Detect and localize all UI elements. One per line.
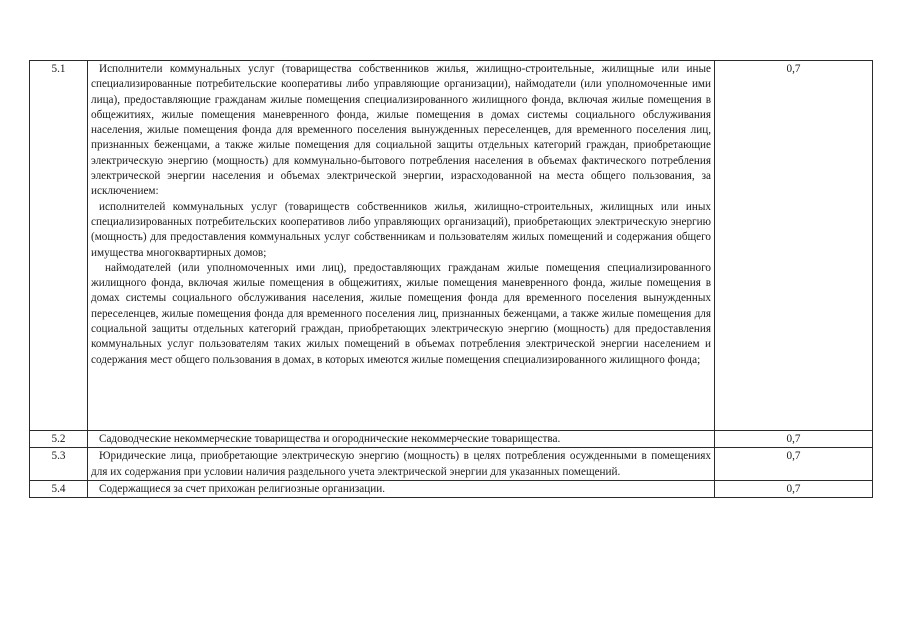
description-paragraph: Исполнители коммунальных услуг (товарищества собственников жилья, жилищно-строительные, жилищные или иные специализированные потребительские кооперативы либо управляющие организации), наймодатели (или уполномоченные ими лица), предоставляющие гражданам жилые помещения специализированного жилищного фонда, включая жилые помещения в общежитиях, жилые помещения маневренного фонда, жилые помещения в домах системы социального обслуживания населения, жилые помещения фонда для временного поселения вынужденных переселенцев, для временного поселения лиц, признанных беженцами, а также жилые помещения для социальной защиты отдельных категорий граждан, приобретающие электрическую энергию (мощность) для коммунально-бытового потребления населения в объемах фактического потребления электрической энергии населения и объемах электрической энергии, израсходованной на места общего пользования, за исключением: xyxy=(91,63,711,198)
row-description xyxy=(88,480,715,497)
row-description xyxy=(88,61,715,431)
description-paragraph: Содержащиеся за счет прихожан религиозные организации. xyxy=(99,482,386,495)
table-row xyxy=(30,431,873,448)
row-number: 5.4 xyxy=(30,480,88,497)
coefficient-table xyxy=(29,60,873,498)
table-row xyxy=(30,480,873,497)
description-paragraph: Садоводческие некоммерческие товарищества и огороднические некоммерческие товарищества. xyxy=(99,433,561,445)
table-row xyxy=(30,61,873,431)
description-paragraph: наймодателей (или уполномоченных ими лиц), предоставляющих гражданам жилые помещения специализированного жилищного фонда, включая жилые помещения в общежитиях, жилые помещения маневренного фонда, жилые помещения в домах системы социального обслуживания населения, жилые помещения фонда для временного поселения вынужденных переселенцев, жилые помещения фонда для временного поселения лиц, признанных беженцами, а также жилые помещения для социальной защиты отдельных категорий граждан, приобретающих электрическую энергию (мощность) для предоставления коммунальных услуг пользователям таких жилых помещений в объемах потребления электрической энергии населением и содержания мест общего пользования в домах, в которых имеются жилые помещения специализированного жилищного фонда; xyxy=(91,261,711,366)
row-coefficient: 0,7 xyxy=(715,448,873,481)
row-number: 5.3 xyxy=(30,448,88,481)
description-clip xyxy=(91,62,711,430)
row-description xyxy=(88,448,715,481)
row-coefficient: 0,7 xyxy=(715,431,873,448)
description-paragraph: исполнителей коммунальных услуг (товариществ собственников жилья, жилищно-строительных, жилищных или иных специализированных потребительских кооперативов либо управляющих организаций), приобретающих электрическую энергию (мощность) для предоставления коммунальных услуг собственникам и пользователям жилых помещений и содержания общего имущества многоквартирных домов; xyxy=(91,200,711,259)
row-number: 5.2 xyxy=(30,431,88,448)
row-number: 5.1 xyxy=(30,61,88,431)
row-coefficient: 0,7 xyxy=(715,61,873,431)
row-description xyxy=(88,431,715,448)
table-row xyxy=(30,448,873,481)
row-coefficient: 0,7 xyxy=(715,480,873,497)
description-paragraph: Юридические лица, приобретающие электрическую энергию (мощность) в целях потребления осужденными в помещениях для их содержания при условии наличия раздельного учета электрической энергии для указанных помещений. xyxy=(91,450,711,478)
